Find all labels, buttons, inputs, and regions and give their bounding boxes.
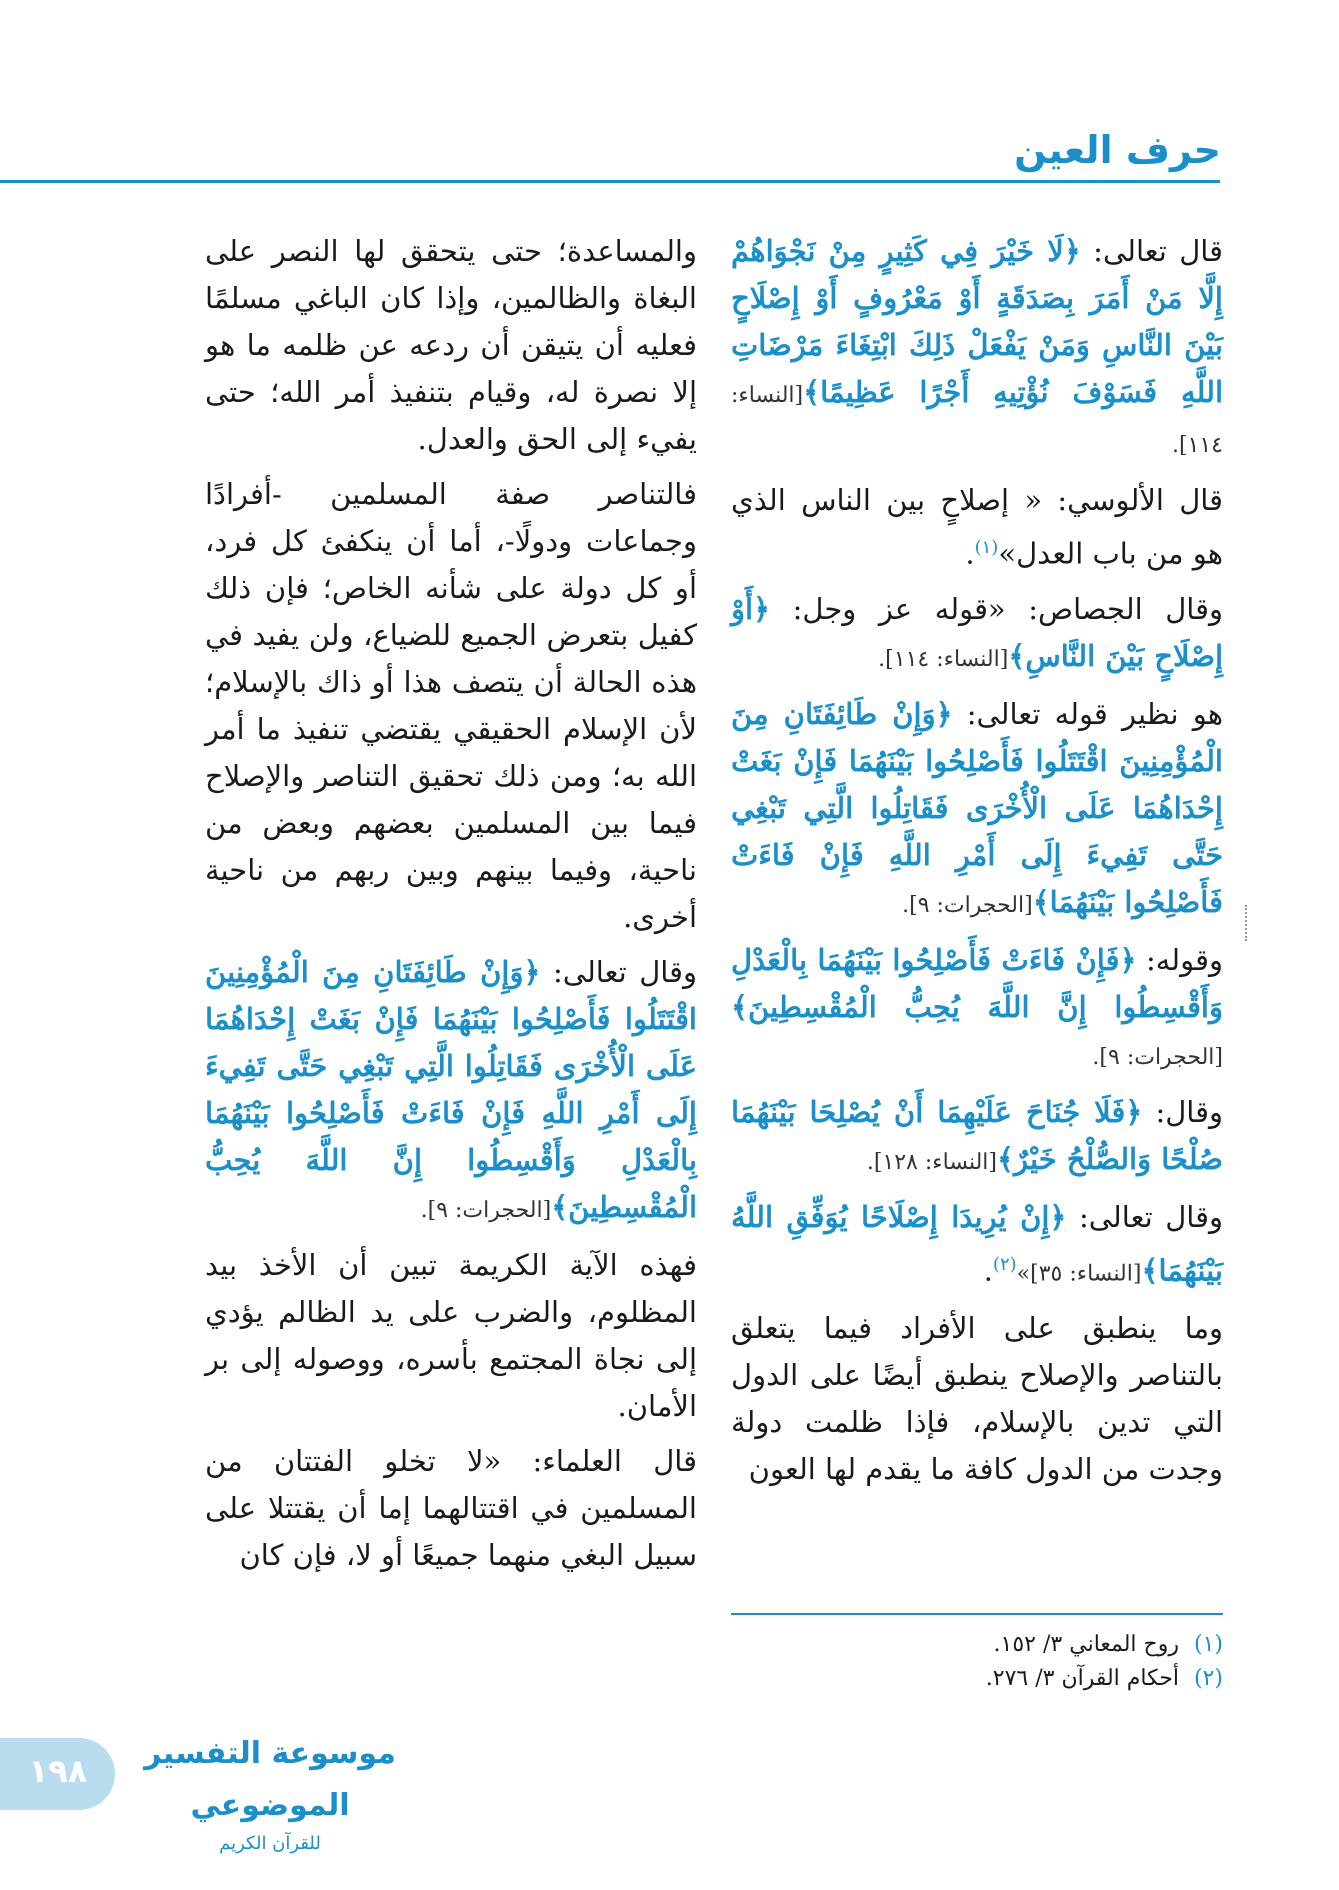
quran-verse: ﴿فَلَا جُنَاحَ عَلَيْهِمَا أَنْ يُصْلِحَا بَيْنَهُمَا صُلْحًا وَالصُّلْحُ خَيْرٌ﴾ [731, 1094, 1223, 1176]
paragraph [205, 228, 697, 463]
paragraph [205, 471, 697, 941]
verse-reference: [الحجرات: ٩]. [420, 1198, 552, 1223]
paragraph [205, 1242, 697, 1430]
paragraph [731, 691, 1223, 929]
paragraph [731, 1194, 1223, 1298]
body-text: فالتناصر صفة المسلمين -أفرادًا وجماعات ودولًا-، أما أن ينكفئ كل فرد، أو كل دولة على شأنه الخاص؛ فإن ذلك كفيل بتعرض الجميع للضياع، ولن يفيد في هذه الحالة أن يتصف هذا أو ذاك بالإسلام؛ لأن الإسلام الحقيقي يقتضي تنفيذ ما أمر الله به؛ ومن ذلك تحقيق التناصر والإصلاح فيما بين المسلمين بعضهم وبعض من ناحية، وفيما بينهم وبين ربهم من ناحية أخرى. [205, 477, 697, 934]
body-text: . [983, 1253, 993, 1288]
footnote-marker: (١) [974, 537, 999, 558]
body-text: فهذه الآية الكريمة تبين أن الأخذ بيد المظلوم، والضرب على يد الظالم يؤدي إلى نجاة المجتمع بأسره، ووصوله إلى بر الأمان. [205, 1248, 697, 1423]
body-text: وما ينطبق على الأفراد فيما يتعلق بالتناصر والإصلاح ينطبق أيضًا على الدول التي تدين بالإسلام، فإذا ظلمت دولة وجدت من الدول كافة ما يقدم لها العون [731, 1311, 1223, 1487]
footnotes [731, 1628, 1223, 1696]
footnote-text: أحكام القرآن ٣/ ٢٧٦. [985, 1666, 1179, 1691]
quran-verse: ﴿أَوْ إِصْلَاحٍ بَيْنَ النَّاسِ﴾ [731, 591, 1223, 673]
verse-reference: [الحجرات: ٩]. [902, 892, 1033, 918]
quran-verse: ﴿لَا خَيْرَ فِي كَثِيرٍ مِنْ نَجْوَاهُمْ إِلَّا مَنْ أَمَرَ بِصَدَقَةٍ أَوْ مَعْرُوفٍ أَوْ إِصْلَاحٍ بَيْنَ النَّاسِ وَمَنْ يَفْعَلْ ذَلِكَ ابْتِغَاءَ مَرْضَاتِ اللَّهِ فَسَوْفَ نُؤْتِيهِ أَجْرًا عَظِيمًا﴾ [731, 234, 1223, 409]
body-text: قال تعالى: [1080, 234, 1223, 268]
footnote-item [731, 1662, 1223, 1696]
body-text: والمساعدة؛ حتى يتحقق لها النصر على البغاة والظالمين، وإذا كان الباغي مسلمًا فعليه أن يتيقن أن ردعه عن ظلمه ما هو إلا نصرة له، وقيام بتنفيذ أمر الله؛ حتى يفيء إلى الحق والعدل. [205, 234, 697, 456]
body-text: قال العلماء: «لا تخلو الفتتان من المسلمين في اقتتالهما إما أن يقتتلا على سبيل البغي منهما جميعًا أو لا، فإن كان [205, 1444, 697, 1572]
body-text: . [965, 536, 975, 571]
quran-verse: ﴿وَإِنْ طَائِفَتَانِ مِنَ الْمُؤْمِنِينَ اقْتَتَلُوا فَأَصْلِحُوا بَيْنَهُمَا فَإِنْ بَغَتْ إِحْدَاهُمَا عَلَى الْأُخْرَى فَقَاتِلُوا الَّتِي تَبْغِي حَتَّى تَفِيءَ إِلَى أَمْرِ اللَّهِ فَإِنْ فَاءَتْ فَأَصْلِحُوا بَيْنَهُمَا بِالْعَدْلِ وَأَقْسِطُوا إِنَّ اللَّهَ يُحِبُّ الْمُقْسِطِينَ﴾ [205, 955, 697, 1224]
footnote-rule [731, 1613, 1223, 1615]
verse-reference: [النساء: ١١٤]. [731, 383, 1223, 458]
right-text-column [731, 228, 1223, 1501]
body-text: وقال تعالى: [1066, 1199, 1223, 1234]
body-text: وقال الجصاص: «قوله عز وجل: [770, 591, 1223, 626]
page-number: ١٩٨ [28, 1752, 88, 1790]
body-text: وقوله: [1136, 942, 1223, 977]
body-text: قال الألوسي: « إصلاحٍ بين الناس الذي هو من باب العدل» [731, 483, 1223, 571]
verse-reference: [النساء: ٣٥]» [1016, 1261, 1142, 1287]
body-text: هو نظير قوله تعالى: [952, 696, 1223, 731]
paragraph [731, 1305, 1223, 1493]
body-text: وقال: [1142, 1094, 1223, 1129]
encyclopedia-logo [140, 1728, 400, 1854]
paragraph [731, 477, 1223, 578]
quran-verse: ﴿فَإِنْ فَاءَتْ فَأَصْلِحُوا بَيْنَهُمَا بِالْعَدْلِ وَأَقْسِطُوا إِنَّ اللَّهَ يُحِبُّ الْمُقْسِطِينَ﴾ [731, 942, 1223, 1024]
page-header-title: حرف العين [1014, 128, 1221, 172]
paragraph [731, 1089, 1223, 1186]
footnote-number: (٢) [1193, 1666, 1223, 1691]
footnote-number: (١) [1193, 1632, 1223, 1657]
quran-verse: ﴿وَإِنْ طَائِفَتَانِ مِنَ الْمُؤْمِنِينَ اقْتَتَلُوا فَأَصْلِحُوا بَيْنَهُمَا فَإِنْ بَغَتْ إِحْدَاهُمَا عَلَى الْأُخْرَى فَقَاتِلُوا الَّتِي تَبْغِي حَتَّى تَفِيءَ إِلَى أَمْرِ اللَّهِ فَإِنْ فَاءَتْ فَأَصْلِحُوا بَيْنَهُمَا﴾ [731, 696, 1223, 919]
paragraph [731, 937, 1223, 1081]
logo-title: موسوعة التفسير الموضوعي [144, 1736, 396, 1823]
footnote-item [731, 1628, 1223, 1662]
paragraph [205, 1438, 697, 1579]
header-rule [0, 180, 1220, 183]
left-text-column [205, 228, 697, 1587]
logo-subtitle: للقرآن الكريم [219, 1833, 321, 1854]
verse-reference: [النساء: ١٢٨]. [866, 1149, 997, 1175]
paragraph [731, 586, 1223, 683]
footnote-text: روح المعاني ٣/ ١٥٢. [993, 1632, 1179, 1657]
quran-verse: ﴿إِنْ يُرِيدَا إِصْلَاحًا يُوَفِّقِ اللَّهُ بَيْنَهُمَا﴾ [731, 1199, 1223, 1288]
footnote-marker: (٢) [992, 1253, 1017, 1275]
verse-reference: [الحجرات: ٩]. [1092, 1044, 1223, 1070]
paragraph [205, 949, 697, 1234]
paragraph [731, 228, 1223, 469]
body-text: وقال تعالى: [540, 955, 697, 989]
verse-reference: [النساء: ١١٤]. [878, 646, 1009, 672]
margin-dots [1245, 905, 1251, 941]
